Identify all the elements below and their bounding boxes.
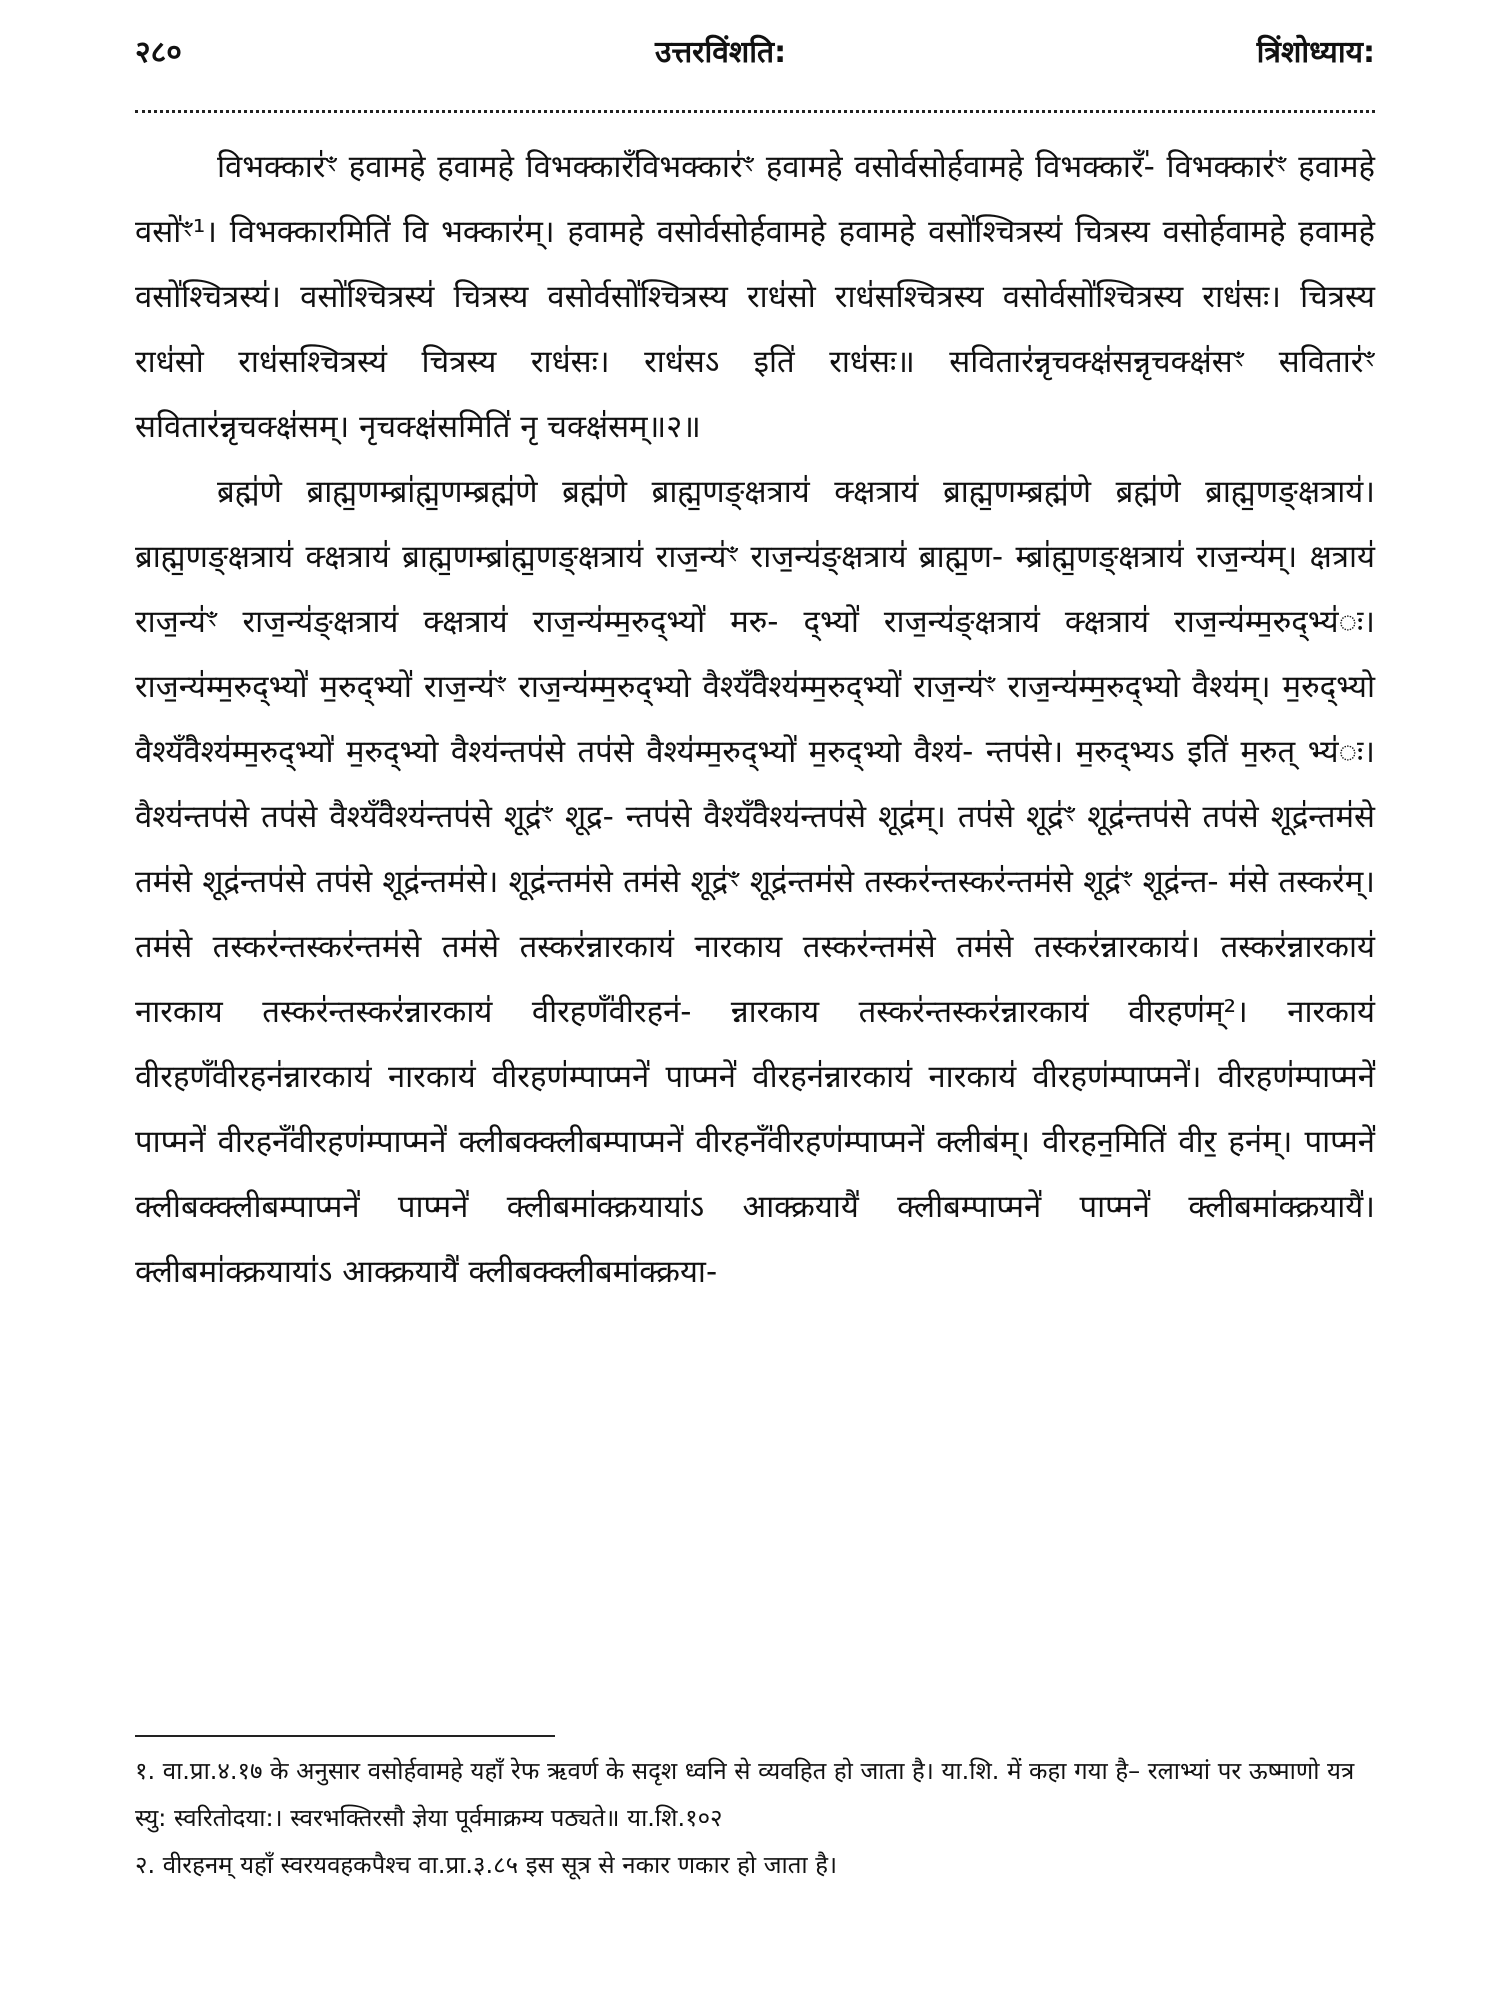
footnote-2: २. वीरहनम् यहाँ स्वरयवहकपैश्च वा.प्रा.३.८५ इस सूत्र से नकार णकार हो जाता है।	[135, 1851, 838, 1879]
page-header	[135, 20, 1375, 80]
document-page	[135, 20, 1375, 1980]
main-text	[135, 135, 1375, 1305]
book-title: उत्तरविंशति:	[655, 35, 787, 70]
page-number: २८०	[135, 35, 182, 70]
chapter-title: त्रिंशोध्याय:	[1256, 35, 1375, 70]
footnote-divider	[135, 1735, 555, 1737]
paragraph-1: विभक्कार॑ꣳ हवामहे हवामहे विभक्कारँ॑विभक्कार॑ꣳ हवामहे वसोर्वसोर्हवामहे विभक्कारँ॑- विभक्कार॑ꣳ हवामहे वसो॑ꣳ¹। विभक्कारमिति॑ वि भक्कार॑म्। हवामहे वसोर्वसोर्हवामहे हवामहे वसो॑श्चित्रस्य॑ चित्रस्य वसोर्हवामहे हवामहे वसो॑श्चित्रस्य॑। वसो॑श्चित्रस्य॑ चित्रस्य वसोर्वसो॑श्चित्रस्य राध॑सो राध॑सश्चित्रस्य वसोर्वसो॑श्चित्रस्य राध॑सः। चित्रस्य राध॑सो राध॑सश्चित्रस्य॑ चित्रस्य राध॑सः। राध॑सऽ इति॑ राध॑सः॥ सवितार॑न्नृचक्क्ष॑सन्नृचक्क्ष॑सꣳ सवितार॑ꣳ सवितार॑न्नृचक्क्ष॑सम्। नृचक्क्ष॑समिति॑ नृ चक्क्ष॑सम्॥२॥	[135, 149, 1375, 445]
header-dotted-rule	[135, 110, 1375, 113]
footnote-1: १. वा.प्रा.४.१७ के अनुसार वसोर्हवामहे यहाँ रेफ ऋवर्ण के सदृश ध्वनि से व्यवहित हो जाता है। या.शि. में कहा गया है– रलाभ्यां पर ऊष्माणो यत्र स्यु: स्वरितोदया:। स्वरभक्तिरसौ ज्ञेया पूर्वमाक्रम्य पठ्यते॥ या.शि.१०२	[135, 1757, 1355, 1832]
footnotes	[135, 1748, 1375, 1889]
paragraph-2: ब्रह्म॑णे ब्राह्म॒णम्ब्रा॑ह्म॒णम्ब्रह्म॑णे ब्रह्म॑णे ब्राह्म॒णङ्क्षत्राय॑ क्क्षत्राय॑ ब्राह्म॒णम्ब्रह्म॑णे ब्रह्म॑णे ब्राह्म॒णङ्क्षत्राय॑। ब्राह्म॒णङ्क्षत्राय॑ क्क्षत्राय॑ ब्राह्म॒णम्ब्रा॑ह्म॒णङ्क्षत्राय॑ राज॒न्य॑ꣳ राज॒न्य॑ङ्क्षत्राय॑ ब्राह्म॒ण- म्ब्रा॑ह्म॒णङ्क्षत्राय॑ राज॒न्य॑म्। क्षत्राय॑ राज॒न्य॑ꣳ राज॒न्य॑ङ्क्षत्राय॑ क्क्षत्राय॑ राज॒न्य॑म्म॒रुद्भ्यो॑ मरु- द्भ्यो॑ राज॒न्य॑ङ्क्षत्राय॑ क्क्षत्राय॑ राज॒न्य॑म्म॒रुद्भ्य॑ः। राज॒न्य॑म्म॒रुद्भ्यो॑ म॒रुद्भ्यो॑ राज॒न्य॑ꣳ राज॒न्य॑म्म॒रुद्भ्यो वैश्यँ॑वैश्य॑म्म॒रुद्भ्यो॑ राज॒न्य॑ꣳ राज॒न्य॑म्म॒रुद्भ्यो वैश्य॑म्। म॒रुद्भ्यो वैश्यँ॑वैश्य॑म्म॒रुद्भ्यो॑ म॒रुद्भ्यो वैश्य॑न्तप॑से तप॑से वैश्य॑म्म॒रुद्भ्यो॑ म॒रुद्भ्यो वैश्य॑- न्तप॑से। म॒रुद्भ्यऽ इति॑ म॒रुत् भ्य॑ः। वैश्य॑न्तप॑से तप॑से वैश्यँ॑वैश्य॑न्तप॑से शूद्र॑ꣳ शूद्र- न्तप॑से वैश्यँ॑वैश्य॑न्तप॑से शूद्र॑म्। तप॑से शूद्र॑ꣳ शूद्र॑न्तप॑से तप॑से शूद्र॑न्तम॑से तम॑से शूद्र॑न्तप॑से तप॑से शूद्र॑न्तम॑से। शूद्र॑न्तम॑से तम॑से शूद्र॑ꣳ शूद्र॑न्तम॑से तस्कर॑न्तस्कर॑न्तम॑से शूद्र॑ꣳ शूद्र॑न्त- म॑से तस्कर॑म्। तम॑से तस्कर॑न्तस्कर॑न्तम॑से तम॑से तस्कर॑न्नारकाय॑ नारकाय तस्कर॑न्तम॑से तम॑से तस्कर॑न्नारकाय॑। तस्कर॑न्नारकाय॑ नारकाय तस्कर॑न्तस्कर॑न्नारकाय॑ वीरहणँ॑वीरहन॑- न्नारकाय तस्कर॑न्तस्कर॑न्नारकाय॑ वीरहण॑म्²। नारकाय॑ वीरहणँ॑वीरहन॑न्नारकाय॑ नारकाय॑ वीरहण॑म्पाप्मने॑ पाप्मने॑ वीरहन॑न्नारकाय॑ नारकाय॑ वीरहण॑म्पाप्मने॑। वीरहण॑म्पाप्मने॑ पाप्मने॑ वीरहनँ॑वीरहण॑म्पाप्मने॑ क्लीबक्क्लीबम्पाप्मने॑ वीरहनँ॑वीरहण॑म्पाप्मने॑ क्लीब॑म्। वीरहन॒मिति॑ वीर॒ हन॑म्। पाप्मने॑ क्लीबक्क्लीबम्पाप्मने॑ पाप्मने॑ क्लीबमा॑क्क्रयाया॑ऽ आक्क्रयायै॑ क्लीबम्पाप्मने॑ पाप्मने॑ क्लीबमा॑क्क्रयायै॑। क्लीबमा॑क्क्रयाया॑ऽ आक्क्रयायै॑ क्लीबक्क्लीबमा॑क्क्रया-	[135, 474, 1375, 1290]
